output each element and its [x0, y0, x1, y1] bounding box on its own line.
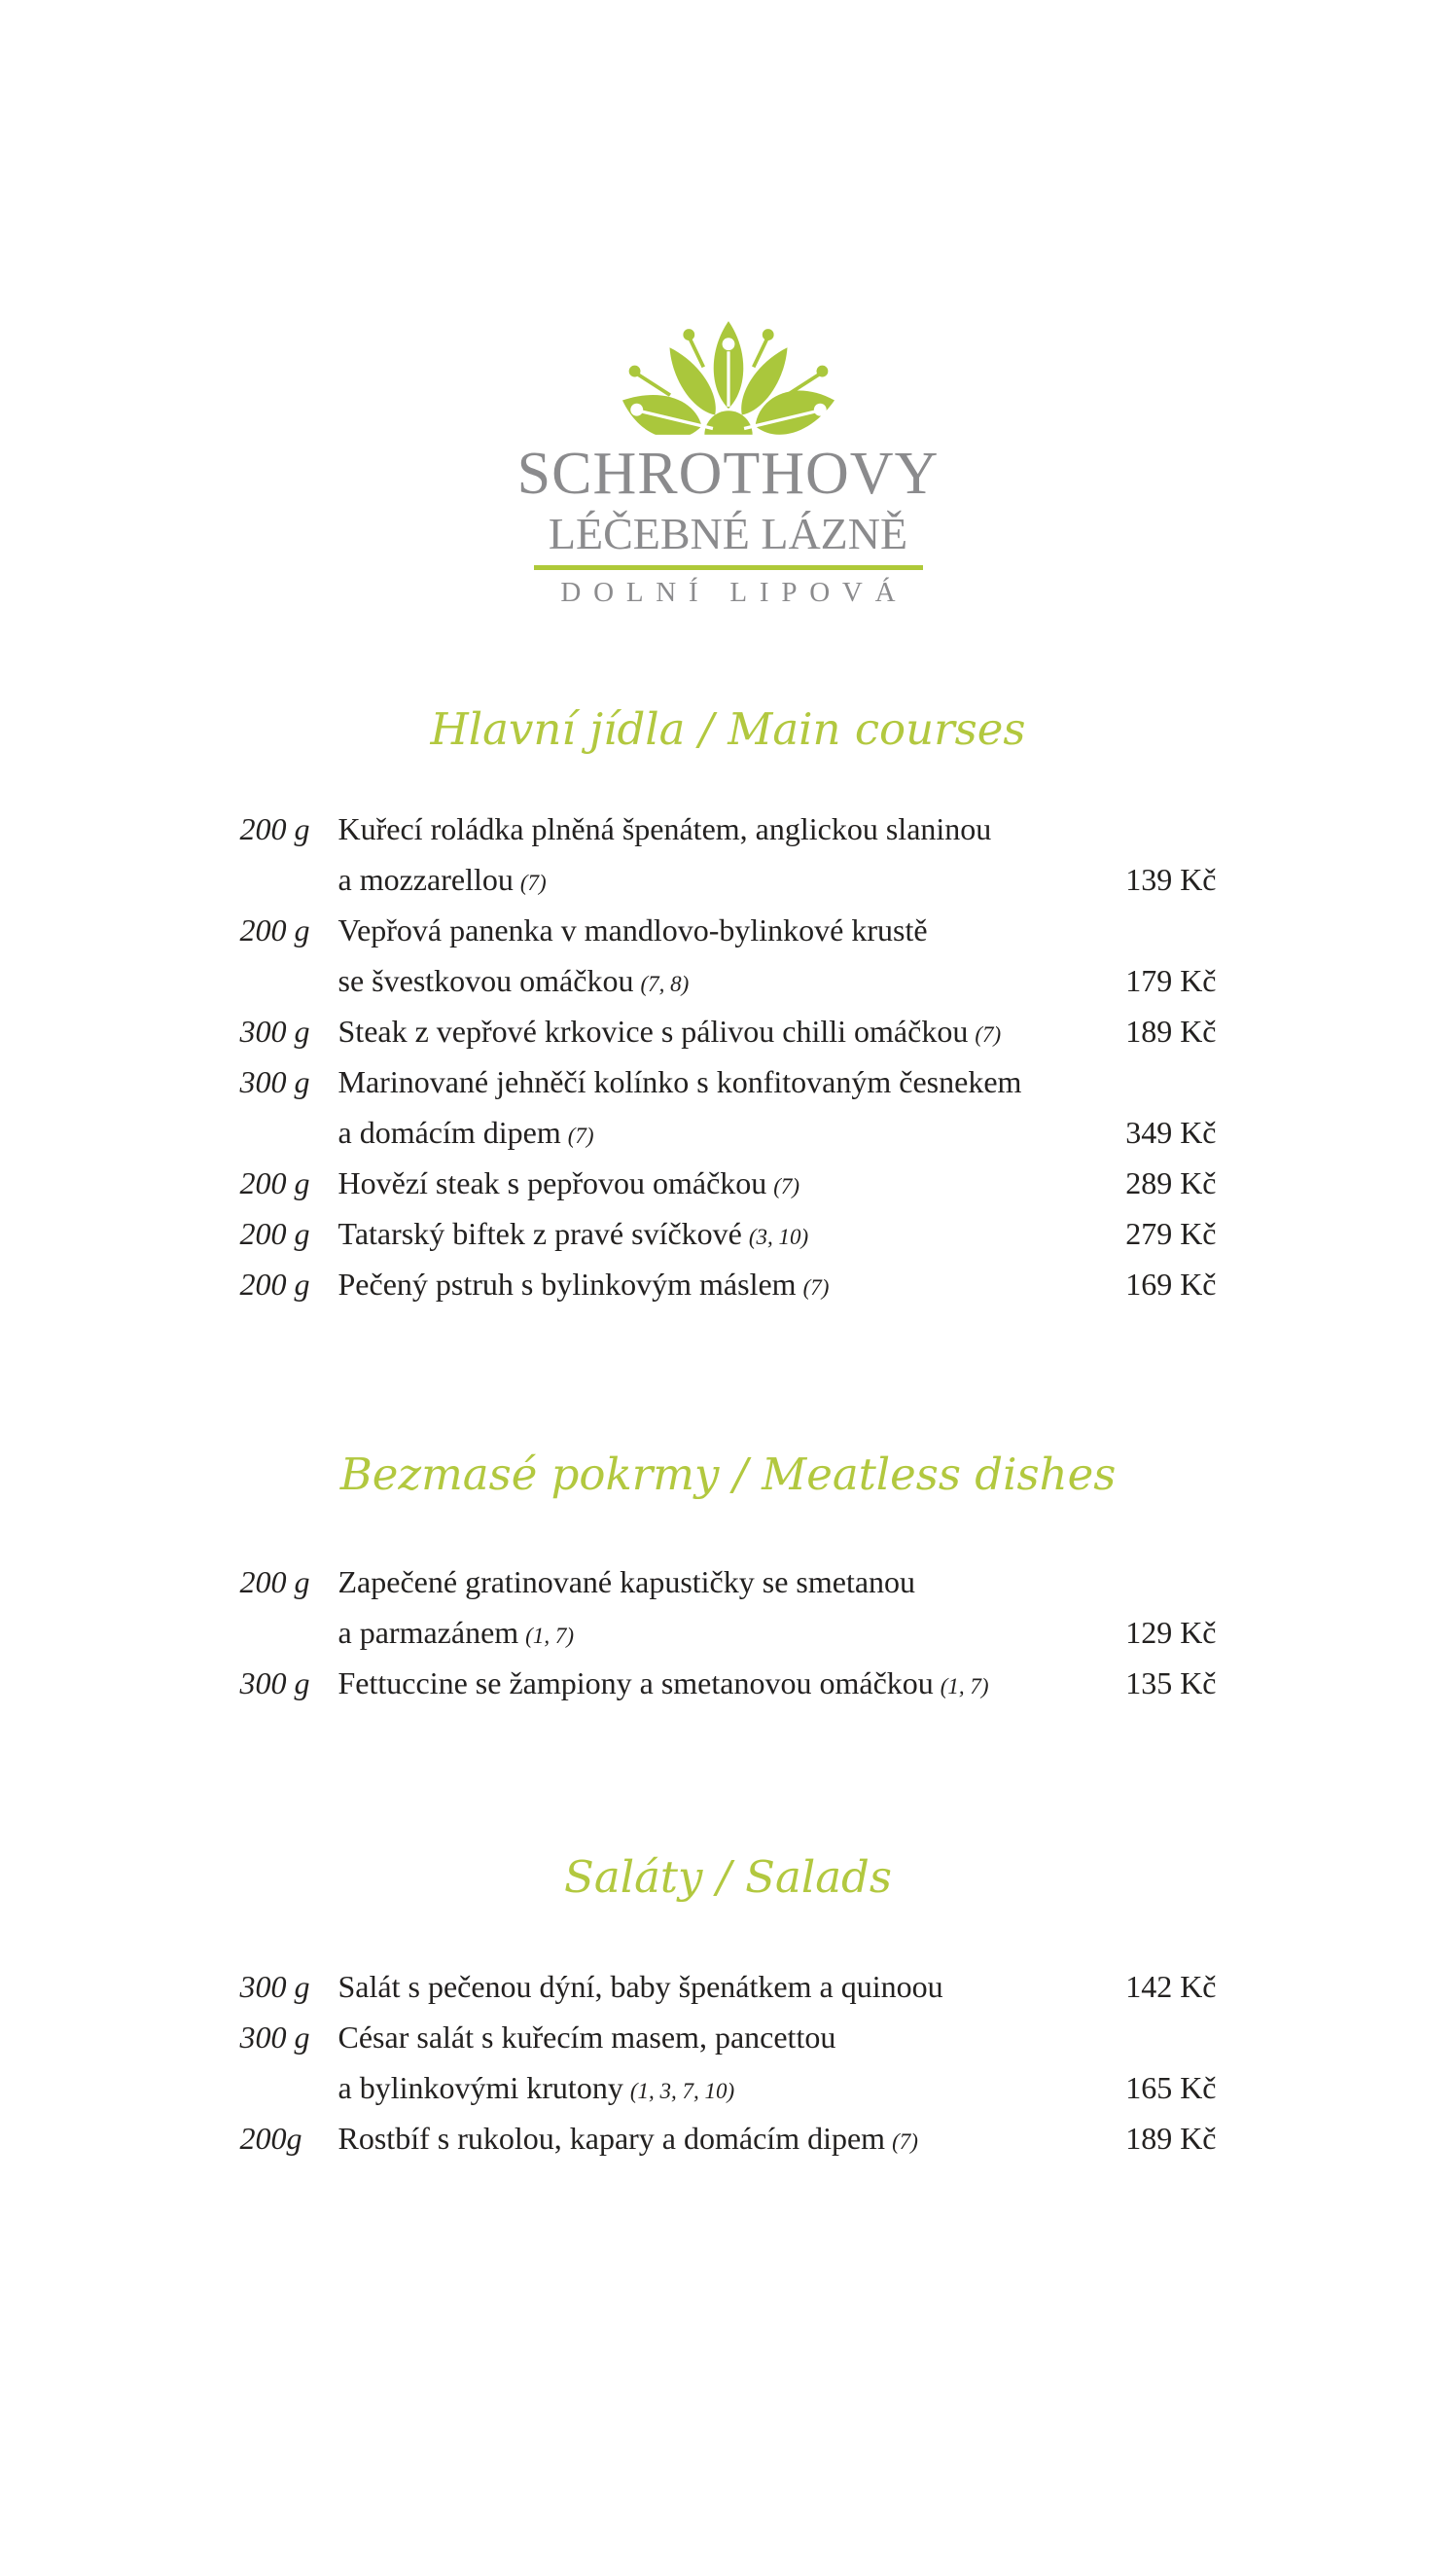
- menu-row: [240, 2014, 1217, 2064]
- section-meatless-dishes: [240, 1558, 1217, 1710]
- menu-row: [240, 805, 1217, 856]
- dish-name: Rostbíf s rukolou, kapary a domácím dipem: [337, 2121, 886, 2156]
- dish-name: se švestkovou omáčkou: [337, 963, 634, 998]
- section-heading-salads: Saláty / Salads: [564, 1851, 892, 1903]
- price-label: 189 Kč: [1125, 2121, 1217, 2156]
- price-label: 279 Kč: [1125, 1216, 1217, 1251]
- section-heading-main-courses: Hlavní jídla / Main courses: [430, 703, 1026, 755]
- dish-name: Hovězí steak s pepřovou omáčkou: [337, 1165, 767, 1200]
- spa-flower-with-pins-icon: [583, 319, 874, 436]
- dish-name: a mozzarellou: [337, 862, 514, 897]
- dish-name: Tatarský biftek z pravé svíčkové: [337, 1216, 742, 1251]
- menu-row: [240, 957, 1217, 1008]
- price-label: 142 Kč: [1125, 1969, 1217, 2004]
- weight-label: 200 g: [239, 912, 310, 947]
- menu-row: [240, 1058, 1217, 1109]
- allergen-label: (7): [519, 871, 547, 895]
- allergen-label: (1, 7): [940, 1674, 989, 1698]
- weight-label: 300 g: [239, 1665, 310, 1700]
- menu-row: [240, 856, 1217, 907]
- allergen-label: (1, 7): [525, 1624, 574, 1648]
- section-salads: [240, 1963, 1217, 2165]
- dish-name: Salát s pečenou dýní, baby špenátkem a quinoou: [337, 1969, 943, 2004]
- dish-name: a domácím dipem: [337, 1115, 561, 1150]
- menu-row: [240, 1210, 1217, 1261]
- brand-subtitle: LÉČEBNÉ LÁZNĚ: [548, 509, 908, 558]
- menu-row: [240, 1660, 1217, 1710]
- price-label: 135 Kč: [1125, 1665, 1217, 1700]
- price-label: 165 Kč: [1125, 2070, 1217, 2105]
- allergen-label: (7): [567, 1124, 594, 1148]
- brand-name: SCHROTHOVY: [516, 441, 940, 507]
- brand-underline: [534, 565, 923, 570]
- price-label: 139 Kč: [1125, 862, 1217, 897]
- dish-name: César salát s kuřecím masem, pancettou: [337, 2020, 836, 2055]
- menu: [240, 698, 1217, 2165]
- dish-name: Kuřecí roládka plněná špenátem, anglickou slaninou: [337, 811, 992, 846]
- allergen-label: (3, 10): [748, 1225, 809, 1249]
- allergen-label: (7): [773, 1174, 800, 1198]
- weight-label: 300 g: [239, 2020, 310, 2055]
- menu-row: [240, 1160, 1217, 1210]
- weight-label: 300 g: [239, 1969, 310, 2004]
- dish-name: a parmazánem: [337, 1615, 519, 1650]
- menu-row: [240, 2115, 1217, 2165]
- price-label: 169 Kč: [1125, 1267, 1217, 1302]
- section-heading-meatless-dishes: Bezmasé pokrmy / Meatless dishes: [339, 1448, 1117, 1500]
- weight-label: 200 g: [239, 1564, 310, 1599]
- dish-name: Marinované jehněčí kolínko s konfitovaným česnekem: [337, 1064, 1022, 1099]
- price-label: 189 Kč: [1125, 1014, 1217, 1049]
- weight-label: 200 g: [239, 1267, 310, 1302]
- price-label: 179 Kč: [1125, 963, 1217, 998]
- menu-row: [240, 1558, 1217, 1609]
- allergen-label: (1, 3, 7, 10): [629, 2079, 735, 2103]
- price-label: 129 Kč: [1125, 1615, 1217, 1650]
- weight-label: 200 g: [239, 811, 310, 846]
- allergen-label: (7): [802, 1275, 830, 1300]
- weight-label: 200 g: [239, 1165, 310, 1200]
- allergen-label: (7, 8): [640, 972, 690, 996]
- menu-row: [240, 2064, 1217, 2115]
- menu-row: [240, 1008, 1217, 1058]
- menu-row: [240, 1609, 1217, 1660]
- weight-label: 300 g: [239, 1064, 310, 1099]
- dish-name: Steak z vepřové krkovice s pálivou chilli omáčkou: [337, 1014, 969, 1049]
- section-main-courses: [240, 805, 1217, 1311]
- allergen-label: (7): [892, 2129, 918, 2154]
- dish-name: Pečený pstruh s bylinkovým máslem: [337, 1267, 797, 1302]
- brand-header: [0, 0, 1456, 607]
- menu-row: [240, 907, 1217, 957]
- menu-row: [240, 1261, 1217, 1311]
- weight-label: 200g: [239, 2121, 302, 2156]
- price-label: 349 Kč: [1125, 1115, 1217, 1150]
- menu-row: [240, 1109, 1217, 1160]
- dish-name: Vepřová panenka v mandlovo-bylinkové krustě: [337, 912, 928, 947]
- weight-label: 200 g: [239, 1216, 310, 1251]
- allergen-label: (7): [975, 1022, 1002, 1047]
- dish-name: Zapečené gratinované kapustičky se smetanou: [337, 1564, 916, 1599]
- brand-location: DOLNÍ LIPOVÁ: [560, 577, 908, 608]
- dish-name: Fettuccine se žampiony a smetanovou omáčkou: [337, 1665, 934, 1700]
- price-label: 289 Kč: [1125, 1165, 1217, 1200]
- menu-row: [240, 1963, 1217, 2014]
- dish-name: a bylinkovými krutony: [337, 2070, 623, 2105]
- weight-label: 300 g: [239, 1014, 310, 1049]
